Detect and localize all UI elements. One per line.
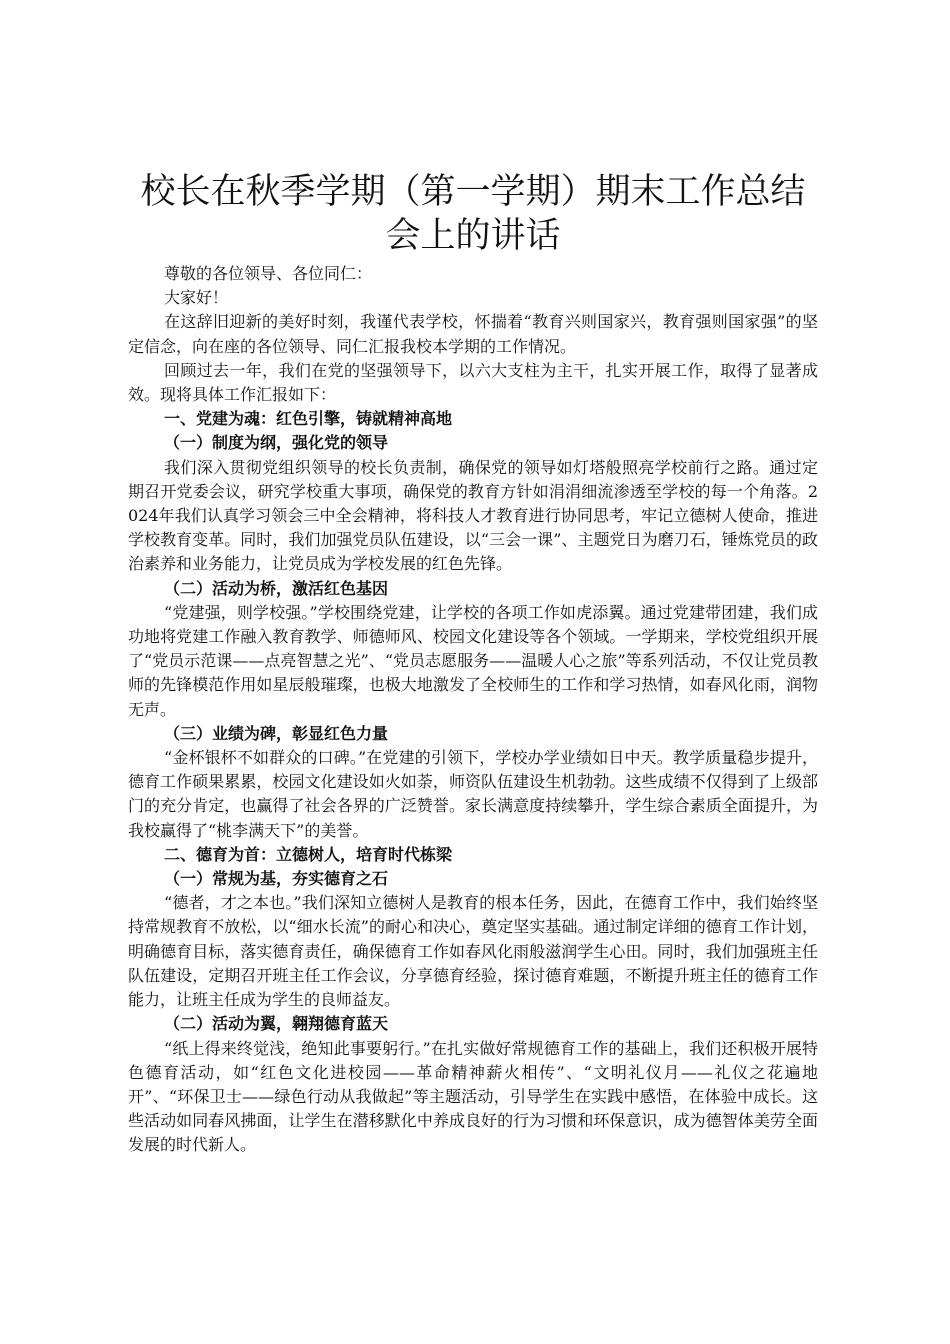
salutation: 尊敬的各位领导、各位同仁： (164, 264, 373, 283)
section-2-sub-1-text: “德者，才之本也。”我们深知立德树人是教育的根本任务，因此，在德育工作中，我们始终坚持常规教育不放松，以“细水长流”的耐心和决心，奠定坚实基础。通过制定详细的德育工作计划，明确德育目标，落实德育责任，确保德育工作如春风化雨般滋润学生心田。同时，我们加强班主任队伍建设，定期召开班主任工作会议，分享德育经验，探讨德育难题，不断提升班主任的德育工作能力，让班主任成为学生的良师益友。 (128, 893, 818, 1010)
section-1-sub-3-heading: （三）业绩为碑，彰显红色力量 (164, 723, 389, 743)
document-page (128, 170, 818, 1158)
section-1-sub-2-heading: （二）活动为桥，激活红色基因 (164, 578, 389, 598)
intro-paragraph-1: 在这辞旧迎新的美好时刻，我谨代表学校，怀揣着“教育兴则国家兴，教育强则国家强”的坚定信念，向在座的各位领导、同仁汇报我校本学期的工作情况。 (128, 312, 818, 356)
section-2-sub-2-text: “纸上得来终觉浅，绝知此事要躬行。”在扎实做好常规德育工作的基础上，我们还积极开展特色德育活动，如“红色文化进校园——革命精神薪火相传”、“文明礼仪月——礼仪之花遍地开”、“环保卫士——绿色行动从我做起”等主题活动，引导学生在实践中感悟，在体验中成长。这些活动如同春风拂面，让学生在潜移默化中养成良好的行为习惯和环保意识，成为德智体美劳全面发展的时代新人。 (128, 1038, 818, 1155)
section-1-heading: 一、党建为魂：红色引擎，铸就精神高地 (164, 409, 453, 429)
document-title: 校长在秋季学期（第一学期）期末工作总结会上的讲话 (140, 172, 806, 256)
section-1-sub-1-text: 我们深入贯彻党组织领导的校长负责制，确保党的领导如灯塔般照亮学校前行之路。通过定期召开党委会议，研究学校重大事项，确保党的教育方针如涓涓细流渗透至学校的每一个角落。2024年我们认真学习领会三中全会精神，将科技人才教育进行协同思考，牢记立德树人使命，推进学校教育变革。同时，我们加强党员队伍建设，以“三会一课”、主题党日为磨刀石，锤炼党员的政治素养和业务能力，让党员成为学校发展的红色先锋。 (128, 457, 818, 574)
section-2-heading: 二、德育为首：立德树人，培育时代栋梁 (164, 844, 453, 864)
intro-paragraph-2: 回顾过去一年，我们在党的坚强领导下，以六大支柱为主干，扎实开展工作，取得了显著成效。现将具体工作汇报如下： (128, 360, 818, 405)
section-1-sub-1-heading: （一）制度为纲，强化党的领导 (164, 433, 389, 453)
section-2-sub-2-heading: （二）活动为翼，翱翔德育蓝天 (164, 1014, 389, 1034)
section-1-sub-3-text: “金杯银杯不如群众的口碑。”在党建的引领下，学校办学业绩如日中天。教学质量稳步提升，德育工作硕果累累，校园文化建设如火如荼，师资队伍建设生机勃勃。这些成绩不仅得到了上级部门的充分肯定，也赢得了社会各界的广泛赞誉。家长满意度持续攀升，学生综合素质全面提升，为我校赢得了“桃李满天下”的美誉。 (128, 748, 818, 840)
section-1-sub-2-text: “党建强，则学校强。”学校围绕党建，让学校的各项工作如虎添翼。通过党建带团建，我们成功地将党建工作融入教育教学、师德师风、校园文化建设等各个领域。一学期来，学校党组织开展了“党员示范课——点亮智慧之光”、“党员志愿服务——温暖人心之旅”等系列活动，不仅让党员教师的先锋模范作用如星辰般璀璨，也极大地激发了全校师生的工作和学习热情，如春风化雨，润物无声。 (128, 602, 818, 719)
section-2-sub-1-heading: （一）常规为基，夯实德育之石 (164, 869, 389, 889)
greeting: 大家好！ (164, 288, 229, 308)
